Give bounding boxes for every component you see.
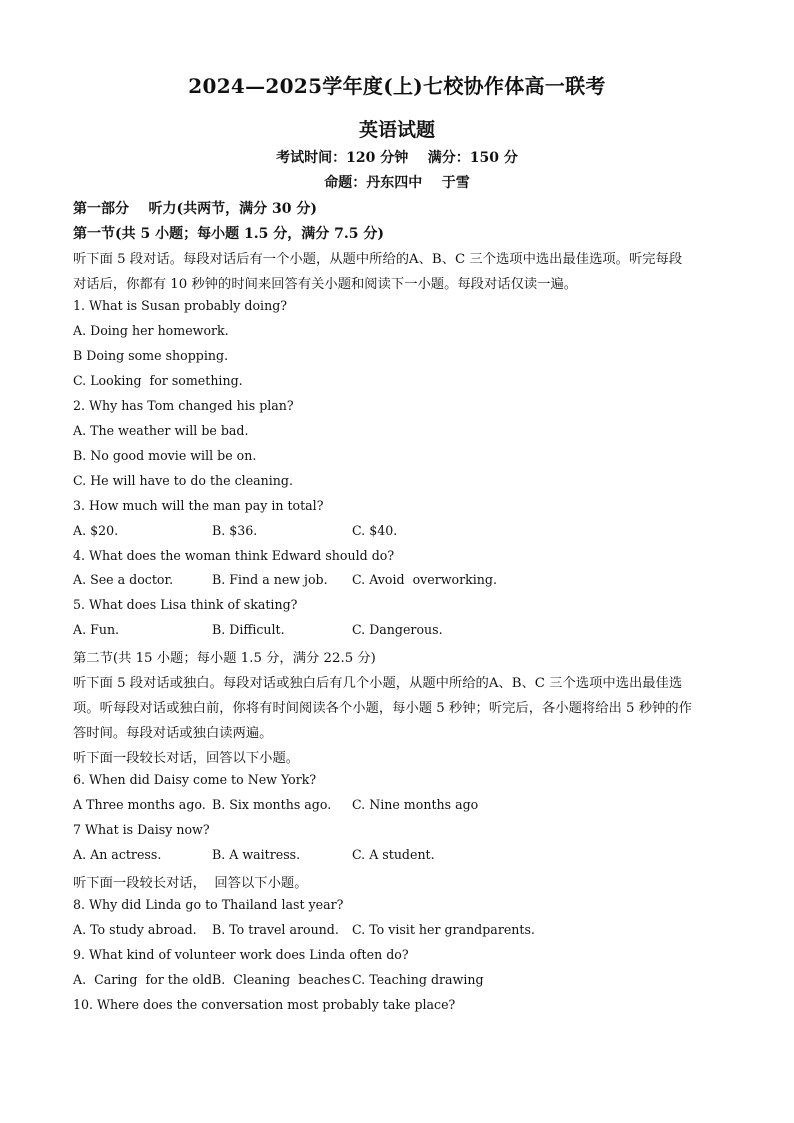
q7-option-c: C. A student. — [352, 847, 435, 862]
section1-instructions-line2: 对话后，你都有 10 秒钟的时间来回答有关小题和阅读下一小题。每段对话仅读一遍。 — [73, 277, 578, 292]
q3-option-a: A. $20. — [73, 523, 119, 538]
q6-option-b: B. Six months ago. — [212, 797, 332, 812]
section2-instructions-line2: 项。听每段对话或独白前，你将有时间阅读各个小题，每小题 5 秒钟；听完后，各小题将给出 5 秒钟的作 — [73, 701, 692, 716]
question-5: 5. What does Lisa think of skating? — [73, 597, 298, 612]
q4-option-c: C. Avoid overworking. — [352, 572, 497, 587]
q8-option-a: A. To study abroad. — [73, 922, 197, 937]
q8-option-c: C. To visit her grandparents. — [352, 922, 535, 937]
question-1: 1. What is Susan probably doing? — [73, 298, 288, 313]
listen-instruction-a: 听下面一段较长对话，回答以下小题。 — [73, 751, 300, 766]
section2-instructions-line3: 答时间。每段对话或独白读两遍。 — [73, 726, 273, 741]
section1-instructions-line1: 听下面 5 段对话。每段对话后有一个小题，从题中所给的A、B、C 三个选项中选出最佳选项。听完每段 — [73, 252, 683, 267]
q7-option-a: A. An actress. — [73, 847, 162, 862]
question-10: 10. Where does the conversation most probably take place? — [73, 997, 456, 1012]
question-8: 8. Why did Linda go to Thailand last year? — [73, 897, 344, 912]
q6-option-c: C. Nine months ago — [352, 797, 479, 812]
q1-option-b: B Doing some shopping. — [73, 348, 229, 363]
question-6: 6. When did Daisy come to New York? — [73, 772, 317, 787]
q3-option-b: B. $36. — [212, 523, 258, 538]
q5-option-b: B. Difficult. — [212, 622, 285, 637]
exam-info: 考试时间：120 分钟 满分：150 分 — [276, 150, 518, 166]
q2-option-c: C. He will have to do the cleaning. — [73, 473, 293, 488]
section2-instructions-line1: 听下面 5 段对话或独白。每段对话或独白后有几个小题，从题中所给的A、B、C 三个选项中选出最佳选 — [73, 676, 683, 691]
exam-title: 2024—2025学年度(上)七校协作体高一联考 — [188, 74, 606, 98]
q9-option-b: B. Cleaning beaches — [212, 972, 351, 987]
q1-option-c: C. Looking for something. — [73, 373, 243, 388]
section1-heading: 第一节(共 5 小题；每小题 1.5 分，满分 7.5 分) — [73, 226, 384, 242]
q2-option-b: B. No good movie will be on. — [73, 448, 257, 463]
q2-option-a: A. The weather will be bad. — [73, 423, 249, 438]
question-7: 7 What is Daisy now? — [73, 822, 210, 837]
question-2: 2. Why has Tom changed his plan? — [73, 398, 294, 413]
q7-option-b: B. A waitress. — [212, 847, 301, 862]
question-3: 3. How much will the man pay in total? — [73, 498, 324, 513]
q4-option-a: A. See a doctor. — [73, 572, 174, 587]
q8-option-b: B. To travel around. — [212, 922, 339, 937]
q9-option-c: C. Teaching drawing — [352, 972, 484, 987]
question-9: 9. What kind of volunteer work does Linda often do? — [73, 947, 409, 962]
listen-instruction-b: 听下面一段较长对话， 回答以下小题。 — [73, 876, 308, 891]
q1-option-a: A. Doing her homework. — [73, 323, 229, 338]
part1-heading: 第一部分 听力(共两节，满分 30 分) — [73, 201, 317, 217]
q5-option-c: C. Dangerous. — [352, 622, 443, 637]
q9-option-a: A. Caring for the old. — [73, 972, 217, 987]
q6-option-a: A Three months ago. — [73, 797, 206, 812]
q3-option-c: C. $40. — [352, 523, 398, 538]
author-line: 命题：丹东四中 于雪 — [324, 175, 470, 191]
q5-option-a: A. Fun. — [73, 622, 120, 637]
subject-title: 英语试题 — [358, 119, 435, 141]
q4-option-b: B. Find a new job. — [212, 572, 328, 587]
section2-heading: 第二节(共 15 小题；每小题 1.5 分，满分 22.5 分) — [73, 651, 376, 666]
question-4: 4. What does the woman think Edward should do? — [73, 548, 395, 563]
